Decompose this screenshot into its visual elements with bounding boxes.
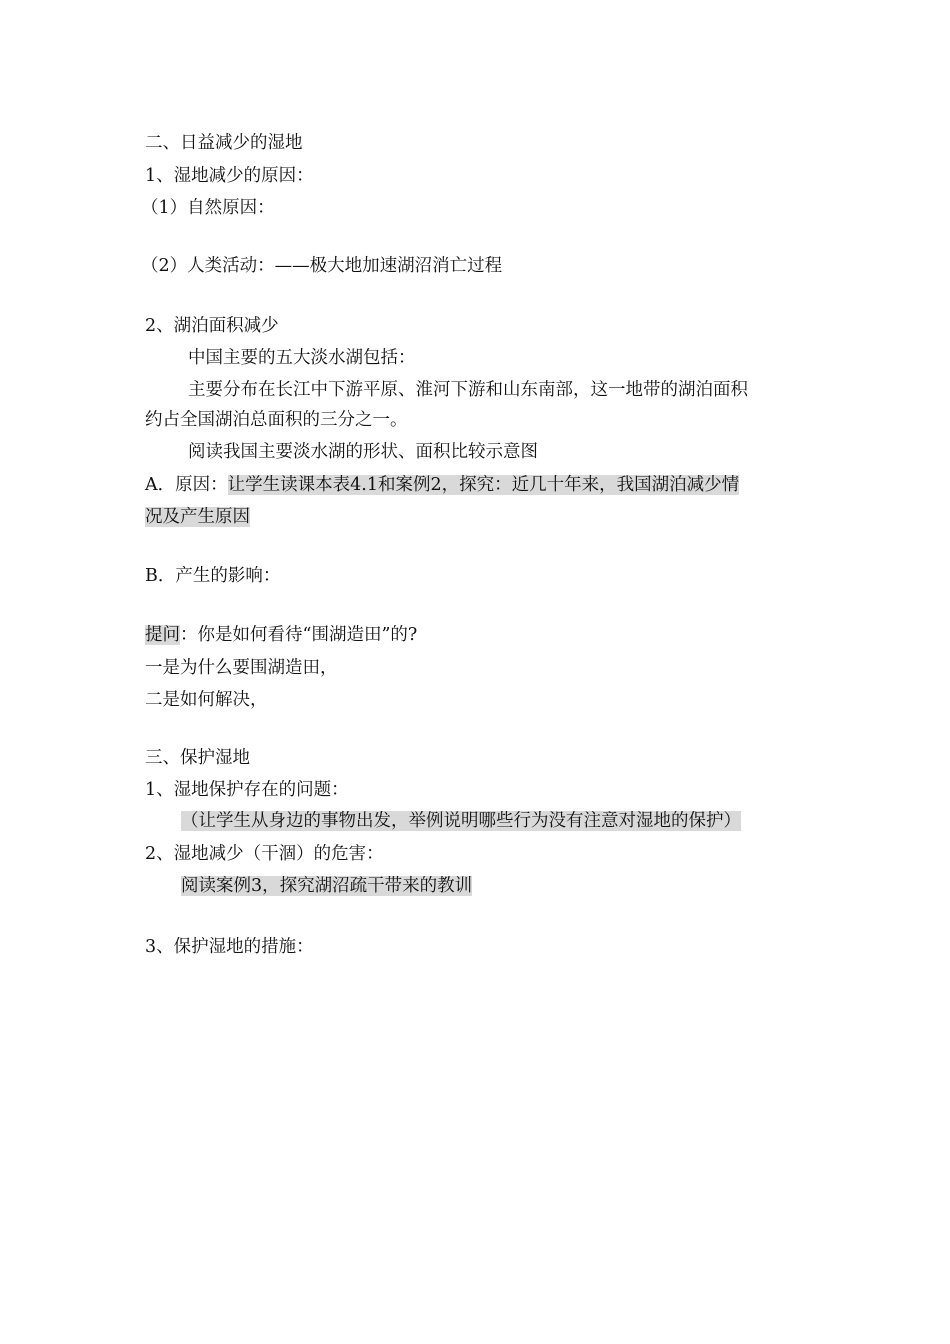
highlighted-activity-line1: 让学生读课本表4.1和案例2，探究：近几十年来，我国湖泊减少情: [227, 475, 740, 495]
highlighted-activity-line2: 况及产生原因: [145, 507, 250, 527]
item-a-reasons: [145, 473, 739, 497]
subheading-wetland-decrease-reasons: 1、湿地减少的原因：: [145, 166, 314, 186]
subheading-protection-problems: 1、湿地保护存在的问题：: [145, 780, 349, 800]
paragraph-distribution-line2: 约占全国湖泊总面积的三分之一。: [145, 410, 408, 430]
section-heading-protect-wetlands: 三、保护湿地: [145, 748, 250, 768]
highlighted-protection-activity: [181, 809, 741, 833]
paragraph-read-diagram: 阅读我国主要淡水湖的形状、面积比较示意图: [188, 442, 538, 462]
paragraph-five-lakes: 中国主要的五大淡水湖包括：: [188, 348, 416, 368]
item-b-impacts: B．产生的影响：: [145, 566, 281, 586]
highlighted-case-reading: [181, 874, 472, 898]
question-point-2: 二是如何解决，: [145, 690, 268, 710]
item-human-activities: （2）人类活动：——极大地加速湖沼消亡过程: [141, 256, 503, 276]
paragraph-distribution-line1: 主要分布在长江中下游平原、淮河下游和山东南部，这一地带的湖泊面积: [188, 380, 748, 400]
question-text: ：你是如何看待“围湖造田”的?: [180, 625, 418, 645]
subheading-decrease-harms: 2、湿地减少（干涸）的危害：: [145, 844, 384, 864]
highlighted-case-text: 阅读案例3，探究湖沼疏干带来的教训: [181, 876, 473, 896]
item-a-label: A．原因：: [145, 475, 228, 495]
subheading-lake-area-decrease: 2、湖泊面积减少: [145, 316, 279, 336]
item-a-reasons-line2: [145, 505, 250, 529]
question-label: 提问: [145, 625, 180, 645]
question-point-1: 一是为什么要围湖造田，: [145, 658, 338, 678]
highlighted-protection-text: （让学生从身边的事物出发，举例说明哪些行为没有注意对湿地的保护）: [181, 811, 741, 831]
section-heading-wetlands-decreasing: 二、日益减少的湿地: [145, 133, 303, 153]
subheading-protection-measures: 3、保护湿地的措施：: [145, 937, 314, 957]
question-line: [145, 623, 417, 647]
item-natural-reasons: （1）自然原因：: [141, 198, 275, 218]
